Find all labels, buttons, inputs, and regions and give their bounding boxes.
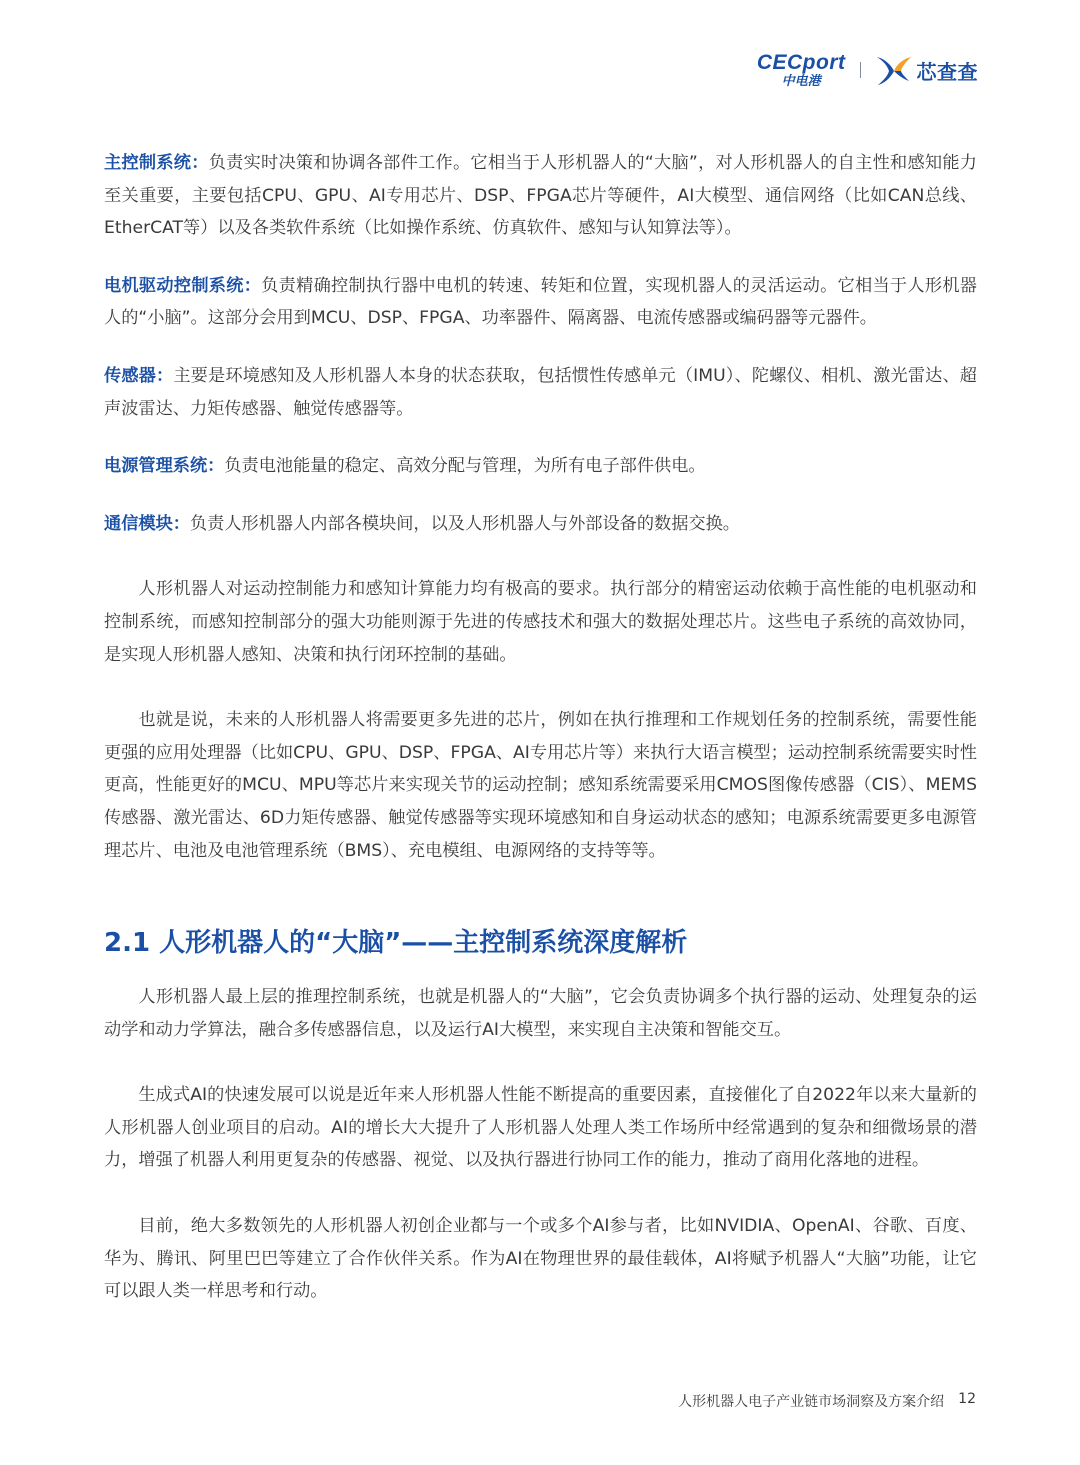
cecport-logo [757, 52, 846, 88]
definition-text: 主要是环境感知及人形机器人本身的状态获取，包括惯性传感单元（IMU）、陀螺仪、相机、激光雷达、超声波雷达、力矩传感器、触觉传感器等。 [104, 365, 977, 419]
body-paragraph: 人形机器人对运动控制能力和感知计算能力均有极高的要求。执行部分的精密运动依赖于高性能的电机驱动和控制系统，而感知控制部分的强大功能则源于先进的传感技术和强大的数据处理芯片。这些电子系统的高效协同，是实现人形机器人感知、决策和执行闭环控制的基础。 [104, 579, 977, 665]
xinchacha-mark-icon [875, 53, 913, 87]
definition-term: 主控制系统： [104, 153, 209, 173]
page-content [104, 147, 977, 1308]
xinchacha-logo [875, 53, 979, 87]
definition-text: 负责精确控制执行器中电机的转速、转矩和位置，实现机器人的灵活运动。它相当于人形机器人的“小脑”。这部分会用到MCU、DSP、FPGA、功率器件、隔离器、电流传感器或编码器等元器件。 [104, 275, 977, 329]
header-logos [757, 52, 978, 88]
definition-term: 电机驱动控制系统： [104, 275, 262, 296]
definition-motor-drive [104, 270, 977, 335]
page-number: 12 [958, 1391, 976, 1407]
footer-doc-title: 人形机器人电子产业链市场洞察及方案介绍 [678, 1394, 945, 1410]
page-footer [678, 1391, 976, 1411]
definition-main-control [104, 147, 977, 245]
definition-power-management [104, 450, 977, 483]
logo-divider [860, 62, 861, 78]
definition-communication [104, 508, 977, 541]
cecport-logo-cn-text: 中电港 [781, 74, 821, 89]
cecport-logo-text: CECport [756, 51, 846, 74]
section-paragraph: 生成式AI的快速发展可以说是近年来人形机器人性能不断提高的重要因素，直接催化了自2022年以来大量新的人形机器人创业项目的启动。AI的增长大大提升了人形机器人处理人类工作场所中经常遇到的复杂和细微场景的潜力，增强了机器人利用更复杂的传感器、视觉、以及执行器进行协同工作的能力，推动了商用化落地的进程。 [104, 1085, 977, 1171]
definition-text: 负责电池能量的稳定、高效分配与管理，为所有电子部件供电。 [224, 456, 706, 477]
body-paragraph: 也就是说，未来的人形机器人将需要更多先进的芯片，例如在执行推理和工作规划任务的控制系统，需要性能更强的应用处理器（比如CPU、GPU、DSP、FPGA、AI专用芯片等）来执行大语言模型；运动控制系统需要实时性更高，性能更好的MCU、MPU等芯片来实现关节的运动控制；感知系统需要采用CMOS图像传感器（CIS）、MEMS传感器、激光雷达、6D力矩传感器、触觉传感器等实现环境感知和自身运动状态的感知；电源系统需要更多电源管理芯片、电池及电池管理系统（BMS）、充电模组、电源网络的支持等等。 [104, 710, 977, 861]
definition-text: 负责实时决策和协调各部件工作。它相当于人形机器人的“大脑”，对人形机器人的自主性和感知能力至关重要，主要包括CPU、GPU、AI专用芯片、DSP、FPGA芯片等硬件，AI大模型、通信网络（比如CAN总线、EtherCAT等）以及各类软件系统（比如操作系统、仿真软件、感知与认知算法等）。 [104, 153, 977, 239]
definition-sensors [104, 360, 977, 425]
xinchacha-logo-text: 芯查查 [916, 59, 978, 84]
definition-text: 负责人形机器人内部各模块间，以及人形机器人与外部设备的数据交换。 [189, 513, 740, 534]
section-title: 2.1 人形机器人的“大脑”——主控制系统深度解析 [104, 928, 688, 959]
section-paragraph: 人形机器人最上层的推理控制系统，也就是机器人的“大脑”，它会负责协调多个执行器的运动、处理复杂的运动学和动力学算法，融合多传感器信息，以及运行AI大模型，来实现自主决策和智能交互。 [104, 987, 977, 1040]
definition-term: 通信模块： [104, 513, 190, 534]
definition-term: 传感器： [104, 365, 174, 386]
section-paragraph: 目前，绝大多数领先的人形机器人初创企业都与一个或多个AI参与者，比如NVIDIA、OpenAI、谷歌、百度、华为、腾讯、阿里巴巴等建立了合作伙伴关系。作为AI在物理世界的最佳载体，AI将赋予机器人“大脑”功能，让它可以跟人类一样思考和行动。 [104, 1216, 977, 1302]
definition-term: 电源管理系统： [104, 456, 225, 477]
